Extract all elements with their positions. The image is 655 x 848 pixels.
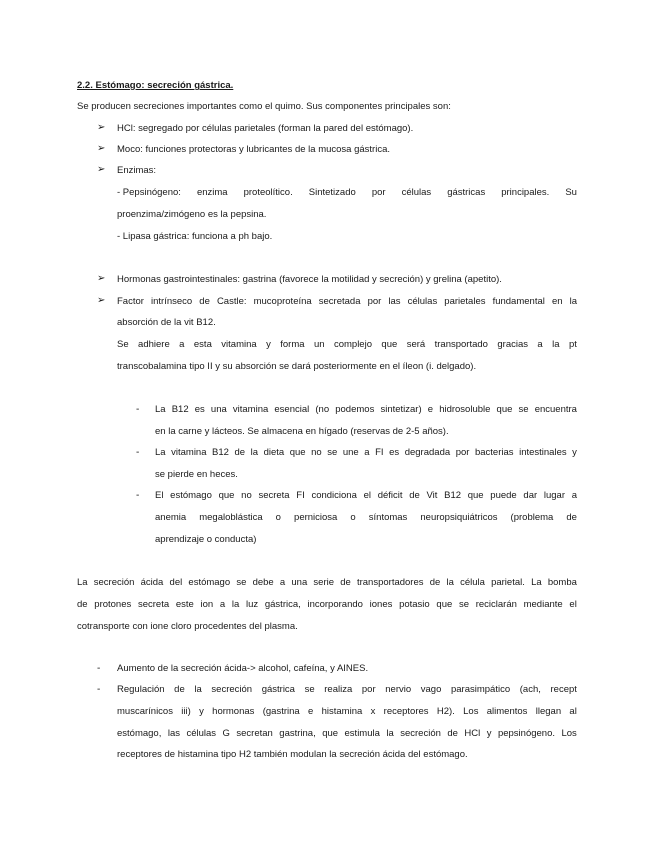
word: secreción [93,577,135,588]
word: ácida [140,577,164,588]
word: de [340,577,351,588]
word: bomba [547,577,577,588]
word: transportado [434,339,488,350]
dash-bullet: - [97,684,101,695]
word: vago [420,684,442,695]
dash-bullet: - [136,490,140,501]
word: intrínseco [151,296,193,307]
word: de [429,577,441,588]
word: la [446,577,454,588]
word: megaloblástica [199,512,263,523]
word: a [179,339,185,350]
word: El [155,490,164,501]
word: gástricas [447,187,486,198]
word: Factor [117,296,144,307]
word: que [218,490,235,501]
word: e [308,706,314,717]
word: FI [296,490,305,501]
word: (gastrina [262,706,300,717]
word: células [186,728,217,739]
word: pt [568,339,577,350]
final-bullet2-line2 [117,706,577,718]
word: debe [252,577,274,588]
word: una [291,577,308,588]
word: degradada [404,447,451,458]
word: protones [94,599,132,610]
word: por [455,447,470,458]
word: la [569,296,577,307]
word: estómago [170,490,212,501]
item-moco: Moco: funciones protectoras y lubricantes de la mucosa gástrica. [117,144,390,155]
word: HCl [464,728,481,739]
word: y [572,447,577,458]
word: forma [280,339,305,350]
final-bullet2-line1 [117,684,577,696]
word: que [496,404,513,415]
arrow-bullet-icon: ➢ [97,295,106,306]
word: parietal. [491,577,525,588]
word: une [342,447,359,458]
word: complejo [333,339,372,350]
word: enzima [196,187,228,198]
word: del [169,577,183,588]
word: estómago, [117,728,162,739]
final-bullet1: Aumento de la secreción ácida-> alcohol, cafeína, y AINES. [117,663,369,674]
word: las [388,296,401,307]
word: luz [246,599,259,610]
word: Regulación [117,684,165,695]
word: podemos [335,404,375,415]
word: dar [523,490,538,501]
word: puede [490,490,517,501]
word: y [486,728,492,739]
word: esta [193,339,212,350]
word: de [234,447,246,458]
word: vitamina [171,447,207,458]
word: a [537,339,543,350]
word: a [364,447,370,458]
word: (no [315,404,330,415]
word: mediante [523,599,563,610]
word: y [266,339,271,350]
b12-bullet2-line2: se pierde en heces. [155,469,238,480]
word: parietales [444,296,486,307]
word: hidrosoluble [439,404,491,415]
word: llegan [535,706,562,717]
b12-bullet1-line1 [155,404,577,416]
word: es [194,404,205,415]
word: Castle: [216,296,247,307]
item-castle-p2-line1 [117,339,577,351]
word: este [175,599,194,610]
word: se [236,577,247,588]
item-castle-p2-line2: transcobalamina tipo II y su absorción se dará posteriormente en el íleon (i. delgado). [117,361,477,372]
word: la [250,447,259,458]
word: incorporando [307,599,363,610]
word: la [552,339,560,350]
word: síntomas [368,512,408,523]
word: células [401,187,432,198]
word: B12 [171,404,189,415]
word: Los [463,706,479,717]
dash-bullet: - [136,447,140,458]
word: recept [550,684,577,695]
word: alimentos [486,706,528,717]
word: que [289,447,306,458]
word: sintetizar) [380,404,422,415]
word: de [174,684,185,695]
item-hcl: HCl: segregado por células parietales (forman la pared del estómago). [117,123,414,134]
word: Los [561,728,577,739]
arrow-bullet-icon: ➢ [97,164,106,175]
word: que [381,339,398,350]
word: de [199,296,210,307]
word: iii) [181,706,191,717]
word: gástrica [261,684,295,695]
word: dieta [263,447,285,458]
b12-bullet1-line2: en la carne y lácteos. Se almacena en hígado (reservas de 2-5 años). [155,426,449,437]
word: bacterias [474,447,514,458]
item-lipasa: - Lipasa gástrica: funciona a ph bajo. [117,231,273,242]
word: el [363,490,371,501]
word: mucoproteína [253,296,312,307]
final-bullet2-line3 [117,728,577,740]
word: La [155,447,166,458]
dash-bullet: - [136,404,140,415]
word: en [551,296,563,307]
word: vitamina [232,404,269,415]
word: se [304,684,315,695]
word: de [409,490,420,501]
word: adhiere [138,339,170,350]
intro-paragraph: Se producen secreciones importantes como el quimo. Sus componentes principales son: [77,101,451,112]
word: el [569,599,577,610]
final-bullet2-line4: receptores de histamina tipo H2 también modulan la secreción ácida del estómago. [117,749,468,760]
item-pepsinogeno-line2: proenzima/zimógeno es la pepsina. [117,209,267,220]
item-castle-line2: absorción de la vit B12. [117,317,216,328]
section-title: 2.2. Estómago: secreción gástrica. [77,80,234,91]
word: intestinales [519,447,567,458]
word: a [571,490,577,501]
word: (problema [510,512,554,523]
word: histamina [321,706,363,717]
word: se [518,404,529,415]
b12-bullet3-line2 [155,512,577,524]
word: de [77,599,88,610]
word: iones [369,599,393,610]
word: a [219,599,226,610]
word: un [313,339,325,350]
word: muscarínicos [117,706,173,717]
word: se [327,447,338,458]
word: B12 [444,490,462,501]
word: reciclarán [475,599,517,610]
word: (ach, [519,684,541,695]
word: a [279,577,286,588]
dash-bullet: - [97,663,101,674]
word: gastrina, [279,728,316,739]
word: no [241,490,252,501]
arrow-bullet-icon: ➢ [97,122,106,133]
word: células [407,296,438,307]
word: por [371,187,386,198]
word: que [467,490,484,501]
word: es [389,447,400,458]
word: por [367,296,382,307]
word: lugar [543,490,565,501]
word: estimula [344,728,380,739]
word: G [222,728,230,739]
word: hormonas [212,706,255,717]
word: de [447,728,458,739]
word: la [231,599,240,610]
word: nervio [385,684,412,695]
word: secretan [236,728,273,739]
word: neuropsiquiátricos [420,512,498,523]
word: no [311,447,322,458]
word: la [194,684,202,695]
word: Se [117,339,129,350]
word: proteolítico. [243,187,293,198]
word: receptores [383,706,429,717]
item-castle-line1 [117,296,577,308]
arrow-bullet-icon: ➢ [97,273,106,284]
word: y [199,706,204,717]
word: que [436,599,453,610]
acid-paragraph-line3: cotransporte con ione cloro procedentes del plasma. [77,621,298,632]
word: parasimpático [450,684,511,695]
arrow-bullet-icon: ➢ [97,143,106,154]
item-pepsinogeno-line1 [117,187,577,199]
word: perniciosa [294,512,338,523]
word: al [569,706,577,717]
word: secreta [137,599,170,610]
word: secretada [318,296,361,307]
word: La [77,577,88,588]
word: serie [313,577,335,588]
word: una [210,404,227,415]
word: o [350,512,356,523]
b12-bullet3-line1 [155,490,577,502]
word: potasio [399,599,430,610]
word: x [370,706,376,717]
word: de [566,512,577,523]
word: realiza [324,684,353,695]
word: H2). [436,706,455,717]
word: principales. [501,187,550,198]
item-hormonas: Hormonas gastrointestinales: gastrina (favorece la motilidad y secreción) y grelina (apetito). [117,274,502,285]
word: estómago [188,577,231,588]
word: Sintetizado [308,187,356,198]
word: gracias [497,339,528,350]
word: vitamina [221,339,257,350]
word: Vit [426,490,438,501]
acid-paragraph-line2 [77,599,577,611]
word: B12 [212,447,229,458]
word: o [275,512,281,523]
b12-bullet3-line3: aprendizaje o conducta) [155,534,257,545]
word: La [155,404,166,415]
word: La [531,577,542,588]
word: la [386,728,394,739]
word: FI [375,447,384,458]
word: encuentra [534,404,577,415]
acid-paragraph-line1 [77,577,577,589]
word: déficit [377,490,403,501]
word: esencial [274,404,310,415]
word: secreta [258,490,290,501]
word: condiciona [311,490,357,501]
word: secreción [211,684,253,695]
word: gástrica, [264,599,301,610]
word: anemia [155,512,187,523]
word: célula [460,577,485,588]
word: pepsinógeno. [497,728,556,739]
word: será [406,339,426,350]
word: fundamental [492,296,545,307]
b12-bullet2-line1 [155,447,577,459]
word: ion [200,599,214,610]
word: por [361,684,376,695]
word: - Pepsinógeno: [117,187,181,198]
word: se [458,599,470,610]
word: que [322,728,339,739]
word: secreción [400,728,441,739]
item-enzimas: Enzimas: [117,165,157,176]
word: las [167,728,180,739]
word: e [427,404,434,415]
word: Su [565,187,577,198]
word: transportadores [356,577,424,588]
